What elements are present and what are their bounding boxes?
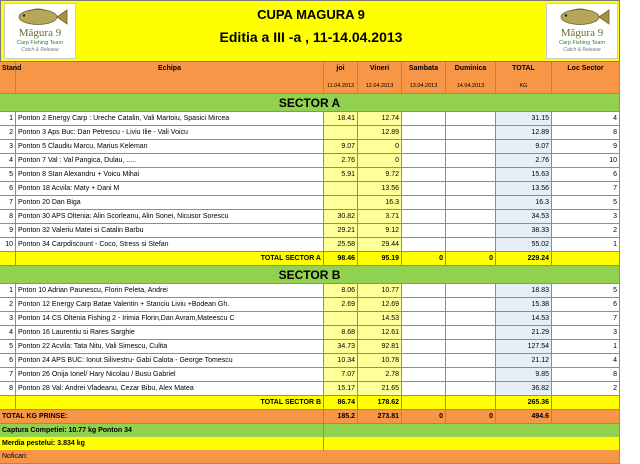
carp-icon	[553, 6, 611, 28]
day4-kg	[446, 182, 496, 196]
total-d2: 95.19	[358, 252, 402, 266]
day2-kg: 21.65	[358, 382, 402, 396]
day1-kg: 29.21	[324, 224, 358, 238]
row-total-kg: 38.33	[496, 224, 552, 238]
stand-number: 2	[0, 126, 16, 140]
sector-place: 7	[552, 182, 620, 196]
day4-kg	[446, 382, 496, 396]
day3-kg	[402, 154, 446, 168]
row-total-kg: 16.3	[496, 196, 552, 210]
sector-b-title: SECTOR B	[0, 266, 620, 284]
stand-number: 6	[0, 354, 16, 368]
table-row	[0, 154, 620, 168]
col-day1-date: 11.04.2013	[326, 83, 355, 89]
day1-kg: 8.06	[324, 284, 358, 298]
table-row	[0, 354, 620, 368]
team-name: Ponton 34 Carpdiscount - Coco, Stress si Stefan	[16, 238, 324, 252]
grand-total-row	[0, 410, 620, 424]
day4-kg	[446, 312, 496, 326]
team-name: Ponton 30 APS Oltenia: Alin Scorleanu, Alin Sonei, Nicusor Sorescu	[16, 210, 324, 224]
sector-place: 2	[552, 224, 620, 238]
stand-number: 8	[0, 382, 16, 396]
total-kg: 229.24	[496, 252, 552, 266]
total-d3: 0	[402, 252, 446, 266]
day4-kg	[446, 168, 496, 182]
stand-number: 4	[0, 154, 16, 168]
day2-kg: 14.53	[358, 312, 402, 326]
sector-place: 8	[552, 368, 620, 382]
logo-tagline: Catch & Release	[563, 47, 601, 53]
team-name: Ponton 24 APS BUC: Ionut Silivestru- Gabi Calota - George Tomescu	[16, 354, 324, 368]
sector-place: 10	[552, 154, 620, 168]
team-name: Ponton 22 Acvila: Tata Nitu, Vali Simescu, Culita	[16, 340, 324, 354]
total-place	[552, 396, 620, 410]
logo-brand: Măgura 9	[18, 27, 62, 39]
day3-kg	[402, 224, 446, 238]
grand-d1: 185.2	[324, 410, 358, 424]
day1-kg: 34.73	[324, 340, 358, 354]
day1-kg: 5.91	[324, 168, 358, 182]
stand-number: 10	[0, 238, 16, 252]
day4-kg	[446, 224, 496, 238]
day2-kg: 16.3	[358, 196, 402, 210]
table-row	[0, 224, 620, 238]
total-d4: 0	[446, 252, 496, 266]
day2-kg: 3.71	[358, 210, 402, 224]
day3-kg	[402, 368, 446, 382]
total-d1: 86.74	[324, 396, 358, 410]
total-d3	[402, 396, 446, 410]
captura-text: Captura Competiei: 10.77 kg Ponton 34	[0, 424, 324, 438]
day4-kg	[446, 196, 496, 210]
col-total-label: TOTAL	[512, 65, 535, 72]
header-banner	[0, 0, 620, 62]
day4-kg	[446, 112, 496, 126]
col-day1-label: joi	[336, 65, 345, 72]
sector-place: 6	[552, 168, 620, 182]
day1-kg: 30.82	[324, 210, 358, 224]
day1-kg	[324, 182, 358, 196]
total-d4	[446, 396, 496, 410]
stand-number: 7	[0, 196, 16, 210]
sector-place: 6	[552, 298, 620, 312]
row-total-kg: 21.12	[496, 354, 552, 368]
total-d1: 98.46	[324, 252, 358, 266]
grand-d2: 273.81	[358, 410, 402, 424]
team-name: Ponton 26 Onija Ionel/ Hary Nicolau / Busu Gabriel	[16, 368, 324, 382]
row-total-kg: 9.07	[496, 140, 552, 154]
total-label: TOTAL SECTOR B	[16, 396, 324, 410]
col-stand: Stand	[0, 62, 16, 94]
day2-kg: 92.81	[358, 340, 402, 354]
day3-kg	[402, 210, 446, 224]
table-row	[0, 112, 620, 126]
row-total-kg: 13.56	[496, 182, 552, 196]
page-subtitle: Editia a III -a , 11-14.04.2013	[219, 29, 403, 45]
row-total-kg: 15.63	[496, 168, 552, 182]
col-day2	[358, 62, 402, 94]
stand-number: 7	[0, 368, 16, 382]
stand-number: 4	[0, 326, 16, 340]
team-name: Ponton 12 Energy Carp Batae Valentin + Stanciu Liviu +Bodean Gh.	[16, 298, 324, 312]
total-label: TOTAL SECTOR A	[16, 252, 324, 266]
day3-kg	[402, 354, 446, 368]
sector-b-total-row	[0, 396, 620, 410]
col-total	[496, 62, 552, 94]
stand-number: 9	[0, 224, 16, 238]
day1-kg: 9.07	[324, 140, 358, 154]
day3-kg	[402, 140, 446, 154]
row-total-kg: 34.53	[496, 210, 552, 224]
col-day1	[324, 62, 358, 94]
stand-number: 1	[0, 112, 16, 126]
team-name: Ponton 3 Aps Buc: Dan Petrescu - Liviu Ilie - Vali Voicu	[16, 126, 324, 140]
table-row	[0, 140, 620, 154]
sector-place: 4	[552, 112, 620, 126]
total-d2: 178.62	[358, 396, 402, 410]
day2-kg: 13.56	[358, 182, 402, 196]
sector-place: 8	[552, 126, 620, 140]
team-name: Ponton 8 Stan Alexandru + Voicu Mihai	[16, 168, 324, 182]
day2-kg: 12.61	[358, 326, 402, 340]
total-stand	[0, 396, 16, 410]
team-name: Pnton 10 Adrian Paunescu, Florin Peleta, Andrei	[16, 284, 324, 298]
stand-number: 2	[0, 298, 16, 312]
col-team: Echipa	[16, 62, 324, 94]
row-total-kg: 55.02	[496, 238, 552, 252]
stand-number: 3	[0, 140, 16, 154]
col-place: Loc Sector	[552, 62, 620, 94]
day2-kg: 9.72	[358, 168, 402, 182]
page-title: CUPA MAGURA 9	[257, 7, 365, 22]
day4-kg	[446, 326, 496, 340]
day3-kg	[402, 238, 446, 252]
day2-kg: 2.78	[358, 368, 402, 382]
stand-number: 3	[0, 312, 16, 326]
logo-team: Carp Fishing Team	[16, 40, 64, 46]
day1-kg: 10.34	[324, 354, 358, 368]
grand-place	[552, 410, 620, 424]
stand-number: 5	[0, 340, 16, 354]
day1-kg: 25.58	[324, 238, 358, 252]
sector-place: 9	[552, 140, 620, 154]
team-name: Ponton 18 Acvila: Maty + Dani M	[16, 182, 324, 196]
stand-number: 6	[0, 182, 16, 196]
row-total-kg: 2.76	[496, 154, 552, 168]
logo-tagline: Catch & Release	[21, 47, 59, 53]
column-header-row	[0, 62, 620, 94]
table-row	[0, 196, 620, 210]
sector-place: 4	[552, 354, 620, 368]
total-stand	[0, 252, 16, 266]
magura-logo	[4, 3, 76, 59]
merdia-fill	[324, 437, 620, 451]
row-total-kg: 9.85	[496, 368, 552, 382]
day2-kg: 10.77	[358, 284, 402, 298]
row-total-kg: 127.54	[496, 340, 552, 354]
stand-number: 1	[0, 284, 16, 298]
sector-place: 1	[552, 238, 620, 252]
day4-kg	[446, 154, 496, 168]
table-row	[0, 168, 620, 182]
team-name: Ponton 32 Valeriu Matei si Catalin Barbu	[16, 224, 324, 238]
team-name: Ponton 14 CS Oltenia Fishing 2 - Irimia Florin,Dan Avram,Mateescu C	[16, 312, 324, 326]
day2-kg: 9.12	[358, 224, 402, 238]
day1-kg	[324, 196, 358, 210]
day3-kg	[402, 182, 446, 196]
team-name: Ponton 20 Dan Biga	[16, 196, 324, 210]
sector-place: 7	[552, 312, 620, 326]
captura-row	[0, 424, 620, 438]
day2-kg: 12.74	[358, 112, 402, 126]
day4-kg	[446, 126, 496, 140]
day3-kg	[402, 168, 446, 182]
col-total-unit: KG	[519, 83, 528, 89]
day1-kg: 18.41	[324, 112, 358, 126]
row-total-kg: 36.82	[496, 382, 552, 396]
row-total-kg: 15.38	[496, 298, 552, 312]
table-row	[0, 210, 620, 224]
day3-kg	[402, 196, 446, 210]
logo-brand: Măgura 9	[560, 27, 604, 39]
day4-kg	[446, 140, 496, 154]
total-place	[552, 252, 620, 266]
col-day3-date: 13.04.2013	[409, 83, 438, 89]
table-row	[0, 182, 620, 196]
day3-kg	[402, 340, 446, 354]
day3-kg	[402, 326, 446, 340]
team-name: Ponton 16 Laurentiu si Rares Sarghie	[16, 326, 324, 340]
day3-kg	[402, 298, 446, 312]
stand-number: 8	[0, 210, 16, 224]
day4-kg	[446, 238, 496, 252]
sector-place: 5	[552, 196, 620, 210]
total-kg: 265.36	[496, 396, 552, 410]
sector-place: 5	[552, 284, 620, 298]
grand-d4: 0	[446, 410, 496, 424]
day3-kg	[402, 112, 446, 126]
day2-kg: 10.78	[358, 354, 402, 368]
day4-kg	[446, 284, 496, 298]
table-row	[0, 298, 620, 312]
sector-a-total-row	[0, 252, 620, 266]
team-name: Ponton 28 Val: Andrei Vladeanu, Cezar Bibu, Alex Matea	[16, 382, 324, 396]
day2-kg: 12.69	[358, 298, 402, 312]
carp-icon	[11, 6, 69, 28]
team-name: Ponton 2 Energy Carp : Ureche Catalin, Vali Martoiu, Spasici Mircea	[16, 112, 324, 126]
day2-kg: 29.44	[358, 238, 402, 252]
team-name: Ponton 7 Val : Val Pangica, Dulau, .....	[16, 154, 324, 168]
day2-kg: 12.89	[358, 126, 402, 140]
day1-kg: 2.69	[324, 298, 358, 312]
grand-total-kg: 494.6	[496, 410, 552, 424]
magura-logo-right	[546, 3, 618, 59]
table-row	[0, 326, 620, 340]
row-total-kg: 14.53	[496, 312, 552, 326]
merdia-row	[0, 437, 620, 451]
sector-place: 2	[552, 382, 620, 396]
table-row	[0, 238, 620, 252]
table-row	[0, 312, 620, 326]
notificari-row	[0, 450, 620, 464]
day4-kg	[446, 354, 496, 368]
day4-kg	[446, 210, 496, 224]
sector-place: 3	[552, 326, 620, 340]
table-row	[0, 126, 620, 140]
col-day2-date: 12.04.2013	[365, 83, 394, 89]
day1-kg: 15.17	[324, 382, 358, 396]
row-total-kg: 12.89	[496, 126, 552, 140]
day4-kg	[446, 340, 496, 354]
grand-total-label: TOTAL KG PRINSE:	[0, 410, 324, 424]
col-day2-label: Vineri	[369, 65, 390, 72]
merdia-text: Merdia pestelui: 3.834 kg	[0, 437, 324, 451]
col-day4-label: Duminica	[454, 65, 487, 72]
day1-kg: 2.76	[324, 154, 358, 168]
day3-kg	[402, 312, 446, 326]
table-row	[0, 284, 620, 298]
col-day3	[402, 62, 446, 94]
day2-kg: 0	[358, 140, 402, 154]
day4-kg	[446, 368, 496, 382]
day1-kg: 8.68	[324, 326, 358, 340]
day1-kg	[324, 126, 358, 140]
stand-number: 5	[0, 168, 16, 182]
sector-place: 3	[552, 210, 620, 224]
row-total-kg: 21.29	[496, 326, 552, 340]
table-row	[0, 340, 620, 354]
sector-place: 1	[552, 340, 620, 354]
notificari-text: Noficari:	[0, 450, 620, 464]
captura-fill	[324, 424, 620, 438]
grand-d3: 0	[402, 410, 446, 424]
col-day4-date: 14.04.2013	[456, 83, 485, 89]
row-total-kg: 18.83	[496, 284, 552, 298]
logo-team: Carp Fishing Team	[558, 40, 606, 46]
col-day4	[446, 62, 496, 94]
team-name: Ponton 5 Claudiu Marcu, Marius Keleman	[16, 140, 324, 154]
col-day3-label: Sambata	[408, 65, 439, 72]
day3-kg	[402, 382, 446, 396]
sector-a-title: SECTOR A	[0, 94, 620, 112]
table-row	[0, 368, 620, 382]
day3-kg	[402, 284, 446, 298]
day1-kg	[324, 312, 358, 326]
day3-kg	[402, 126, 446, 140]
day1-kg: 7.07	[324, 368, 358, 382]
day2-kg: 0	[358, 154, 402, 168]
row-total-kg: 31.15	[496, 112, 552, 126]
table-row	[0, 382, 620, 396]
day4-kg	[446, 298, 496, 312]
